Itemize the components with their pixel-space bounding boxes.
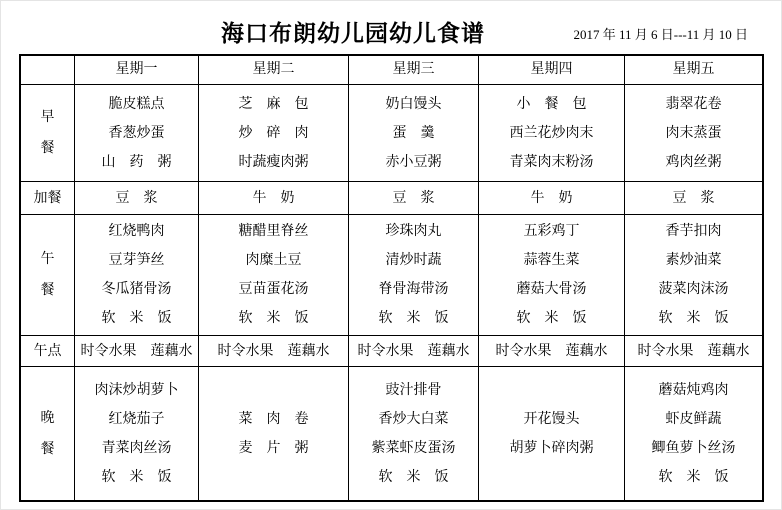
menu-item: 麦 片 粥 — [238, 440, 309, 456]
menu-item: 牛 奶 — [252, 190, 295, 206]
menu-item: 胡萝卜碎肉粥 — [509, 440, 594, 456]
menu-item: 开花馒头 — [523, 411, 580, 427]
menu-item: 豆苗蛋花汤 — [238, 282, 309, 297]
menu-item: 小 餐 包 — [516, 96, 587, 112]
menu-cell-r2-c0 — [75, 215, 199, 336]
menu-cell-r2-c1 — [199, 215, 349, 336]
menu-cell-r1-c2 — [349, 182, 479, 215]
menu-cell-r0-c3 — [479, 85, 625, 182]
date-range: 2017 年 11 月 6 日---11 月 10 日 — [573, 27, 748, 42]
menu-item: 炒 碎 肉 — [238, 125, 309, 141]
day-header-cell-4 — [479, 56, 625, 85]
menu-item: 虾皮鲜蔬 — [665, 411, 722, 427]
menu-cell-r4-c2 — [349, 367, 479, 500]
menu-item: 红烧茄子 — [108, 411, 165, 427]
menu-item: 软 米 饭 — [658, 311, 729, 326]
menu-cell-r4-c1 — [199, 367, 349, 500]
menu-cell-r3-c0 — [75, 336, 199, 367]
menu-item: 香炒大白菜 — [378, 411, 449, 427]
menu-cell-r1-c0 — [75, 182, 199, 215]
menu-item: 脆皮糕点 — [108, 96, 165, 112]
menu-item: 豆 浆 — [672, 190, 715, 206]
menu-item: 五彩鸡丁 — [523, 224, 580, 239]
menu-item: 豆 浆 — [115, 190, 158, 206]
meal-label: 加餐 — [33, 190, 62, 206]
menu-item: 青菜肉末粉汤 — [509, 154, 594, 170]
meal-label: 晚 — [40, 410, 55, 426]
menu-item: 时令水果 莲藕水 — [357, 343, 470, 359]
menu-cell-r3-c2 — [349, 336, 479, 367]
menu-item: 赤小豆粥 — [385, 154, 442, 170]
menu-cell-r4-c3 — [479, 367, 625, 500]
menu-cell-r3-c3 — [479, 336, 625, 367]
menu-item: 清炒时蔬 — [385, 253, 442, 268]
menu-table — [19, 54, 764, 502]
menu-item: 时令水果 莲藕水 — [80, 343, 193, 359]
menu-item: 菠菜肉沫汤 — [658, 282, 729, 297]
menu-item: 蛋 羹 — [392, 125, 435, 141]
menu-item: 豆 浆 — [392, 190, 435, 206]
menu-item: 软 米 饭 — [101, 311, 172, 326]
menu-item: 蒜蓉生菜 — [523, 253, 580, 268]
menu-item: 菜 肉 卷 — [238, 411, 309, 427]
menu-item: 软 米 饭 — [658, 469, 729, 485]
meal-label: 餐 — [40, 283, 55, 298]
meal-label-cell-晚餐 — [21, 367, 75, 500]
meal-label-cell-早餐 — [21, 85, 75, 182]
menu-cell-r1-c3 — [479, 182, 625, 215]
menu-item: 肉末蒸蛋 — [665, 125, 722, 141]
menu-item: 豉汁排骨 — [385, 382, 442, 398]
meal-label: 午点 — [33, 343, 62, 359]
day-header-label: 星期五 — [672, 62, 715, 77]
menu-item: 蘑菇炖鸡肉 — [658, 382, 729, 398]
menu-item: 芝 麻 包 — [238, 96, 309, 112]
menu-cell-r2-c4 — [625, 215, 762, 336]
menu-item: 西兰花炒肉末 — [509, 125, 594, 141]
meal-label-cell-午点 — [21, 336, 75, 367]
meal-label: 餐 — [40, 141, 55, 156]
menu-item: 紫菜虾皮蛋汤 — [371, 440, 456, 456]
menu-cell-r1-c1 — [199, 182, 349, 215]
day-header-cell-2 — [199, 56, 349, 85]
menu-cell-r0-c2 — [349, 85, 479, 182]
menu-item: 蘑菇大骨汤 — [516, 282, 587, 297]
menu-item: 鲫鱼萝卜丝汤 — [651, 440, 736, 456]
menu-cell-r4-c4 — [625, 367, 762, 500]
menu-item: 软 米 饭 — [378, 469, 449, 485]
menu-cell-r0-c4 — [625, 85, 762, 182]
menu-item: 软 米 饭 — [101, 469, 172, 485]
menu-item: 牛 奶 — [530, 190, 573, 206]
menu-item: 红烧鸭肉 — [108, 224, 165, 239]
meal-label: 餐 — [40, 441, 55, 457]
menu-item: 软 米 饭 — [238, 311, 309, 326]
menu-item: 山 药 粥 — [101, 154, 172, 170]
menu-item: 奶白馒头 — [385, 96, 442, 112]
day-header-label: 星期四 — [530, 62, 573, 77]
menu-item: 香葱炒蛋 — [108, 125, 165, 141]
menu-item: 时令水果 莲藕水 — [495, 343, 608, 359]
page-title: 海口布朗幼儿园幼儿食谱 — [221, 21, 485, 46]
menu-item: 珍珠肉丸 — [385, 224, 442, 239]
menu-cell-r4-c0 — [75, 367, 199, 500]
meal-label-cell-加餐 — [21, 182, 75, 215]
day-header-cell-5 — [625, 56, 762, 85]
meal-label: 午 — [40, 252, 55, 267]
menu-item: 翡翠花卷 — [665, 96, 722, 112]
meal-label: 早 — [40, 110, 55, 125]
menu-item: 肉沫炒胡萝卜 — [94, 382, 179, 398]
menu-cell-r0-c0 — [75, 85, 199, 182]
meal-label-cell-午餐 — [21, 215, 75, 336]
menu-item: 软 米 饭 — [378, 311, 449, 326]
menu-item: 时令水果 莲藕水 — [637, 343, 750, 359]
day-header-cell-1 — [75, 56, 199, 85]
menu-item: 软 米 饭 — [516, 311, 587, 326]
menu-item: 时蔬瘦肉粥 — [238, 154, 309, 170]
menu-cell-r2-c2 — [349, 215, 479, 336]
menu-item: 时令水果 莲藕水 — [217, 343, 330, 359]
menu-item: 冬瓜猪骨汤 — [101, 282, 172, 297]
day-header-label: 星期一 — [115, 62, 158, 77]
menu-item: 肉糜土豆 — [245, 253, 302, 268]
menu-item: 豆芽笋丝 — [108, 253, 165, 268]
menu-item: 青菜肉丝汤 — [101, 440, 172, 456]
menu-cell-r0-c1 — [199, 85, 349, 182]
table-corner-cell — [21, 56, 75, 85]
menu-cell-r1-c4 — [625, 182, 762, 215]
menu-item: 香芋扣肉 — [665, 224, 722, 239]
day-header-label: 星期二 — [252, 62, 295, 77]
menu-cell-r3-c1 — [199, 336, 349, 367]
menu-cell-r3-c4 — [625, 336, 762, 367]
menu-item: 素炒油菜 — [665, 253, 722, 268]
menu-item: 糖醋里脊丝 — [238, 224, 309, 239]
menu-item: 脊骨海带汤 — [378, 282, 449, 297]
day-header-cell-3 — [349, 56, 479, 85]
menu-cell-r2-c3 — [479, 215, 625, 336]
day-header-label: 星期三 — [392, 62, 435, 77]
menu-item: 鸡肉丝粥 — [665, 154, 722, 170]
